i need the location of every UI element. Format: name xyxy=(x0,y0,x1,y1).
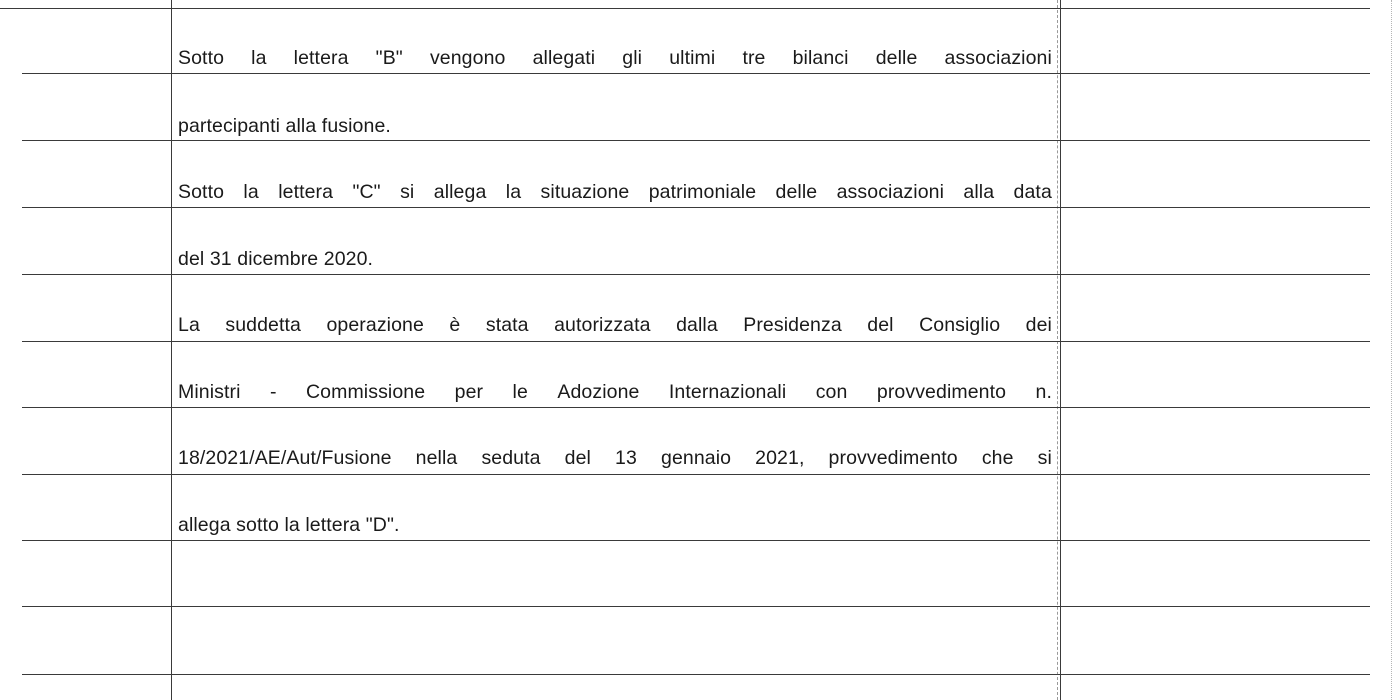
word: operazione xyxy=(326,314,424,336)
word: Commissione xyxy=(305,381,426,403)
right-margin-line xyxy=(1060,0,1061,700)
paragraph-line xyxy=(178,180,1052,204)
word: situazione xyxy=(540,181,630,203)
word: provvedimento xyxy=(828,447,958,469)
word: seduta xyxy=(481,447,541,469)
ruled-line xyxy=(0,8,1370,9)
word: vengono xyxy=(429,47,506,69)
word: delle xyxy=(775,181,818,203)
word: patrimoniale xyxy=(648,181,757,203)
word: Adozione xyxy=(557,381,640,403)
word: Ministri xyxy=(178,381,241,403)
scan-edge-line xyxy=(1391,0,1392,700)
word: dalla xyxy=(676,314,718,336)
ruled-line xyxy=(22,207,1370,208)
word: allegati xyxy=(532,47,596,69)
word: le xyxy=(512,381,528,403)
word: n. xyxy=(1035,381,1052,403)
ruled-line xyxy=(22,540,1370,541)
word: Presidenza xyxy=(743,314,842,336)
word: autorizzata xyxy=(554,314,651,336)
word: Sotto xyxy=(178,181,225,203)
ruled-line xyxy=(22,606,1370,607)
word: 13 xyxy=(615,447,637,469)
word: "C" xyxy=(352,181,381,203)
word: lettera xyxy=(278,181,334,203)
ruled-line xyxy=(22,674,1370,675)
word: 2021, xyxy=(755,447,805,469)
word: Sotto xyxy=(178,47,225,69)
paragraph-line: allega sotto la lettera "D". xyxy=(178,514,400,536)
word: per xyxy=(454,381,484,403)
paragraph-line: del 31 dicembre 2020. xyxy=(178,248,374,270)
word: alla xyxy=(963,181,995,203)
word: del xyxy=(564,447,591,469)
word: la xyxy=(251,47,267,69)
word: allega xyxy=(433,181,487,203)
word: provvedimento xyxy=(876,381,1007,403)
word: "B" xyxy=(375,47,403,69)
word: data xyxy=(1013,181,1052,203)
ruled-line xyxy=(22,73,1370,74)
word: tre xyxy=(742,47,766,69)
word: stata xyxy=(485,314,529,336)
word: suddetta xyxy=(225,314,301,336)
paragraph-line xyxy=(178,46,1052,70)
paragraph-line: partecipanti alla fusione. xyxy=(178,115,391,137)
word: gennaio xyxy=(661,447,732,469)
left-margin-line xyxy=(171,0,172,700)
word: si xyxy=(1037,447,1052,469)
dotted-guide-line xyxy=(1057,0,1058,700)
ruled-line xyxy=(22,341,1370,342)
word: associazioni xyxy=(944,47,1052,69)
ruled-line xyxy=(22,474,1370,475)
word: la xyxy=(243,181,259,203)
word: Consiglio xyxy=(919,314,1001,336)
word: bilanci xyxy=(792,47,849,69)
paragraph-line xyxy=(178,446,1052,470)
word: 18/2021/AE/Aut/Fusione xyxy=(178,447,392,469)
paragraph-line xyxy=(178,380,1052,404)
ruled-line xyxy=(22,274,1370,275)
paragraph-line xyxy=(178,313,1052,337)
ruled-line xyxy=(22,407,1370,408)
word: con xyxy=(815,381,848,403)
word: è xyxy=(449,314,461,336)
ruled-line xyxy=(22,140,1370,141)
word: lettera xyxy=(293,47,349,69)
word: la xyxy=(505,181,522,203)
word: gli xyxy=(622,47,643,69)
word: - xyxy=(269,381,277,403)
word: nella xyxy=(415,447,458,469)
word: ultimi xyxy=(669,47,716,69)
word: del xyxy=(867,314,894,336)
word: La xyxy=(178,314,200,336)
word: associazioni xyxy=(836,181,945,203)
word: Internazionali xyxy=(668,381,787,403)
word: dei xyxy=(1025,314,1052,336)
word: che xyxy=(981,447,1014,469)
word: si xyxy=(400,181,415,203)
word: delle xyxy=(875,47,918,69)
